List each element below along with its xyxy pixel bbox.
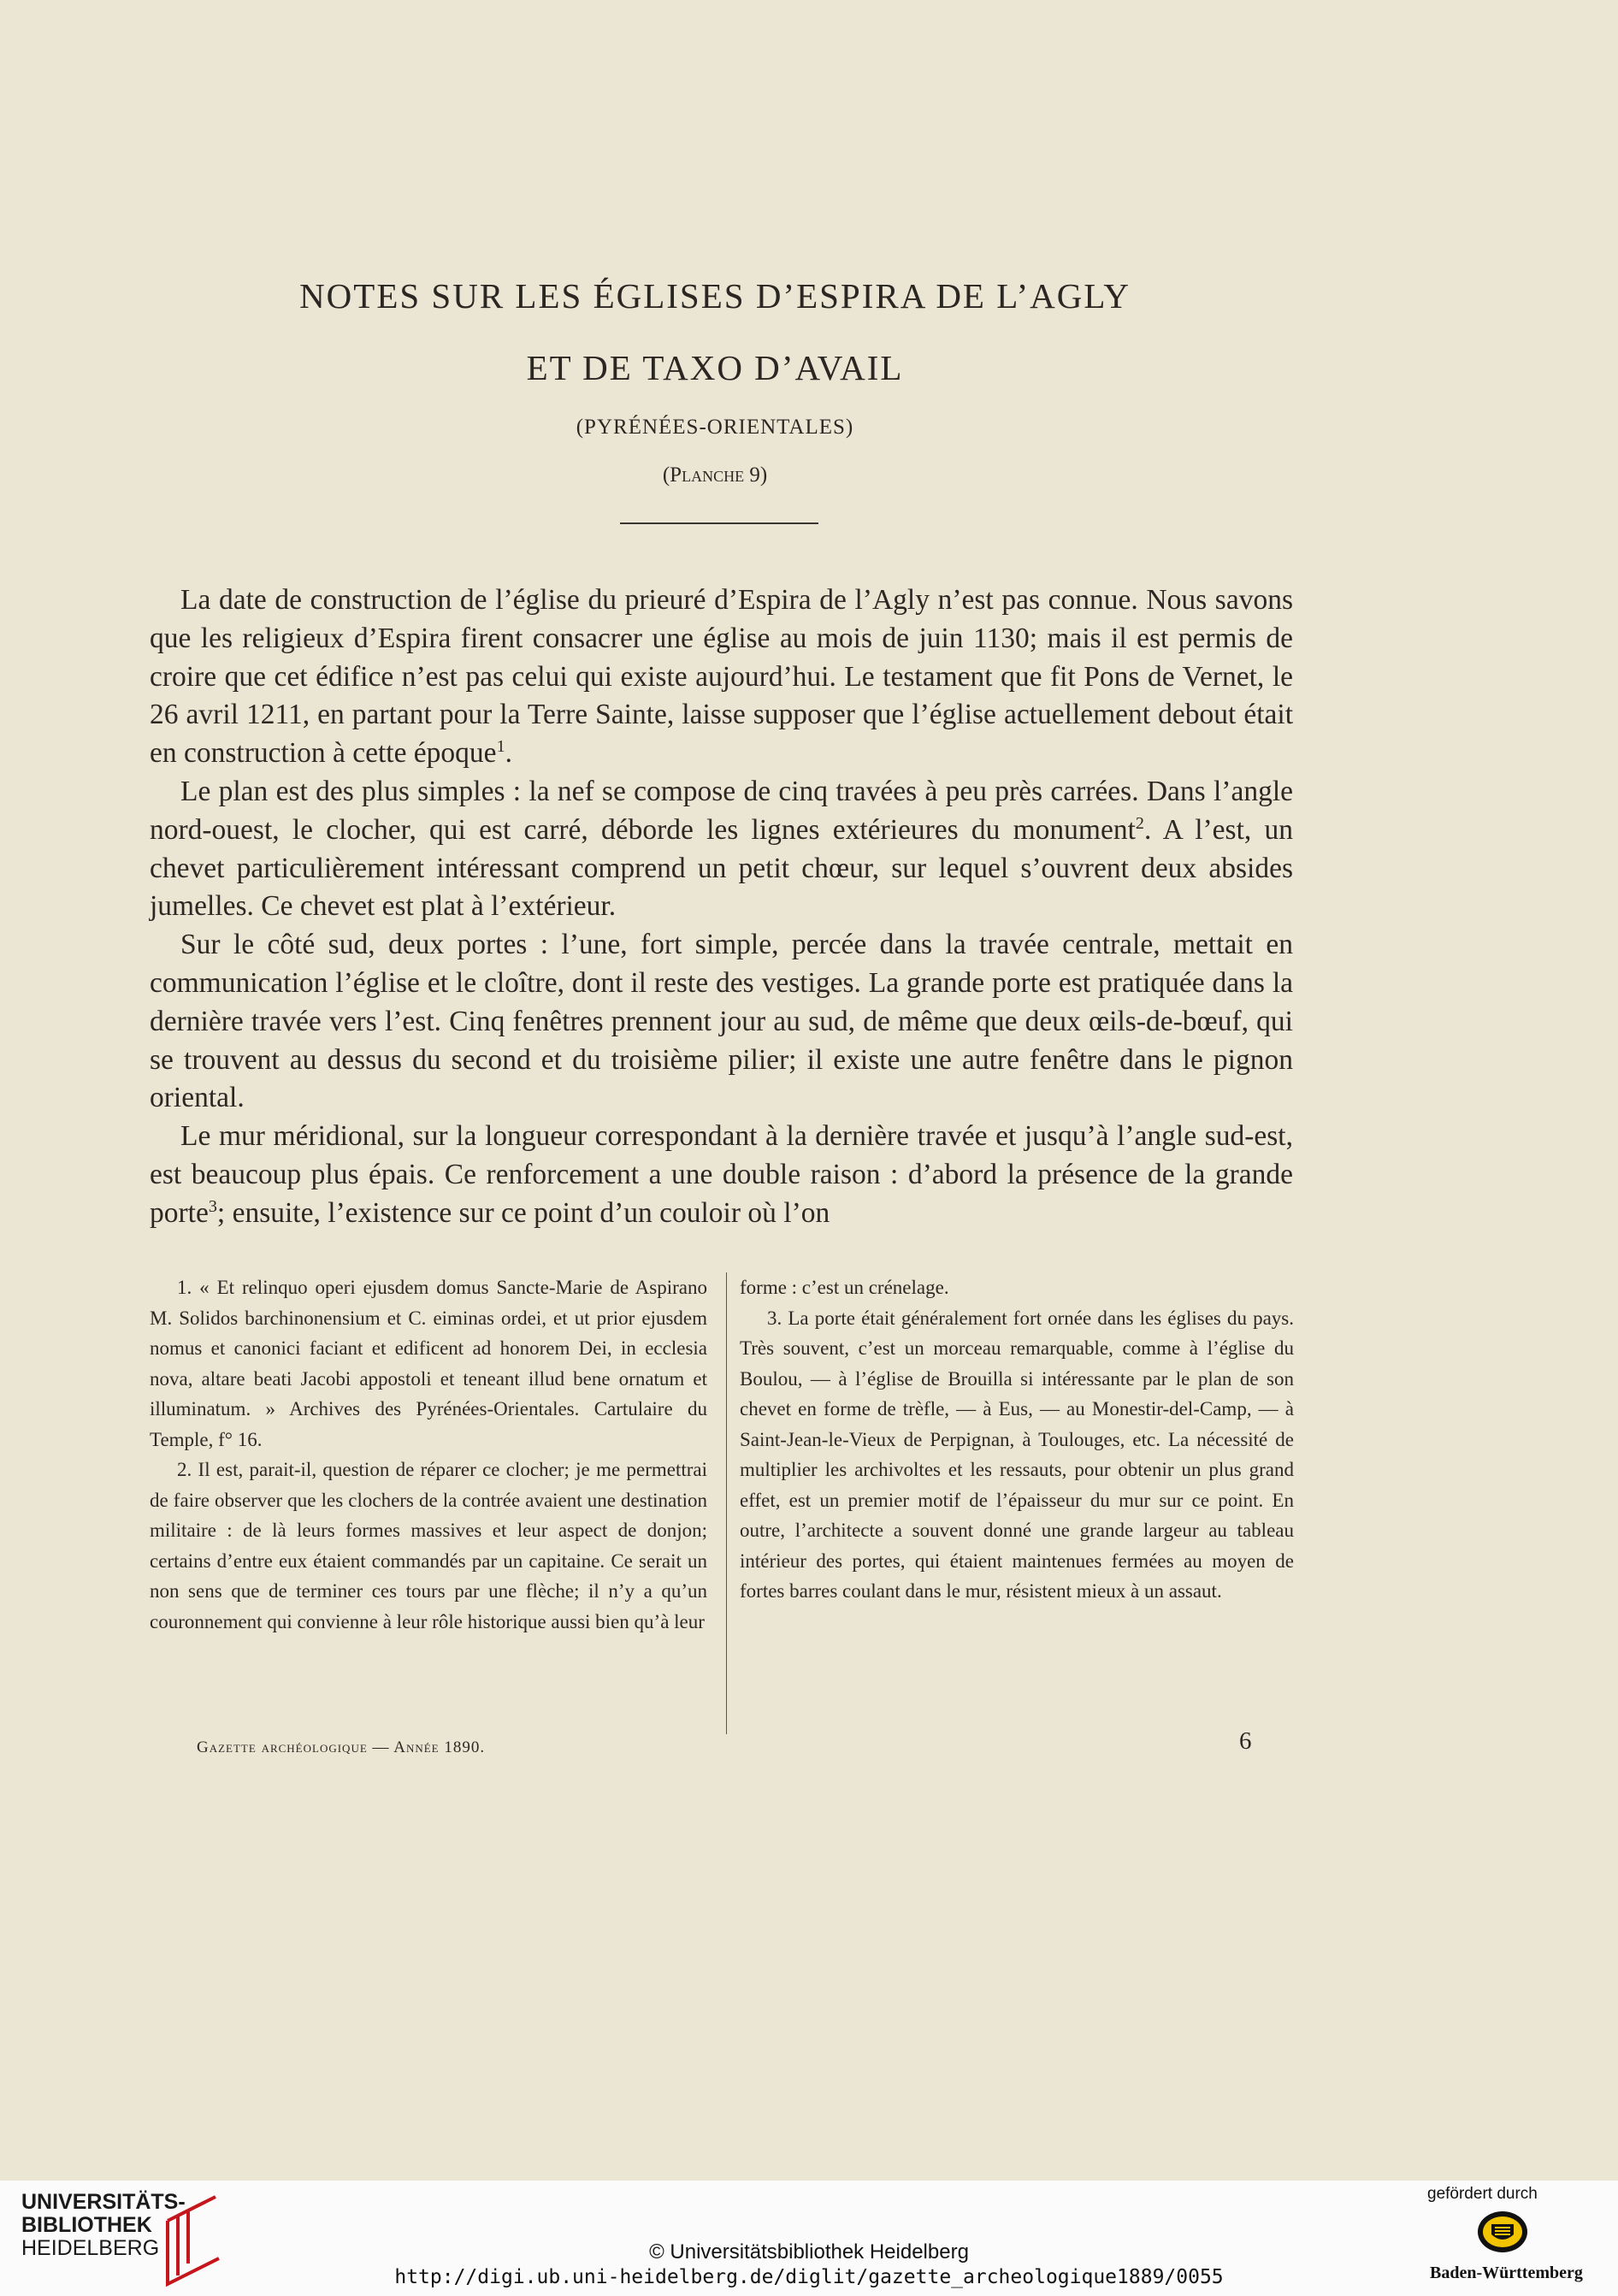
page-number: 6 (1239, 1727, 1252, 1755)
footnote-ref[interactable]: 1 (496, 737, 505, 757)
paragraph: La date de construction de l’église du prieuré d’Espira de l’Agly n’est pas connue. Nous savons que les religieux d’Espira firent consacrer une église au mois de juin 1130; mais il est permis de croire que cet édifice n’est pas celui qui existe aujourd’hui. Le testament que fit Pons de Vernet, le 26 avril 1211, en partant pour la Terre Sainte, laisse supposer que l’église actuellement debout était en construction à cette époque$^1$. (150, 584, 1293, 770)
running-footer: Gazette archéologique — Année 1890. (197, 1738, 486, 1756)
sponsor-name: Baden-Württemberg (1430, 2264, 1583, 2282)
footnote: 1. « Et relinquo operi ejusdem domus Sancte-Marie de Aspirano M. Solidos barchinonensium et C. eiminas ordei, et ut prior ejusdem nomus et canonici faciant et edificent ad honorem Dei, in ecclesia nova, altare beati Jacobi appostoli et teneant illud bene ornatum et illuminatum. » Archives des Pyrénées-Orientales. Cartulaire du Temple, f° 16. (150, 1277, 707, 1450)
baden-wuerttemberg-emblem-icon[interactable] (1476, 2209, 1529, 2255)
column-divider (726, 1272, 727, 1734)
article-body (150, 581, 1293, 1233)
footnote: forme : c’est un crénelage. (740, 1277, 949, 1298)
library-logo-line: HEIDELBERG (21, 2236, 160, 2260)
copyright-notice: © Universitätsbibliothek Heidelberg (649, 2240, 969, 2264)
permalink[interactable]: http://digi.ub.uni-heidelberg.de/diglit/gazette_archeologique1889/0055 (394, 2266, 1224, 2288)
article-subtitle: (PYRÉNÉES-ORIENTALES) (576, 416, 854, 439)
footnote: 2. Il est, parait-il, question de réparer ce clocher; je me permettrai de faire observer que les clochers de la contrée avaient une destination militaire : de là leurs formes massives et leur aspect de donjon; certains d’entre eux étaient commandés par un capitaine. Ce serait un non sens que de terminer ces tours par une flèche; il n’y a qu’un couronnement qui convienne à leur rôle historique aussi bien qu’à leur (150, 1459, 707, 1632)
footnote: 3. La porte était généralement fort ornée dans les églises du pays. Très souvent, c’est un morceau remarquable, comme à l’église du Boulou, — à l’église de Brouilla si intéressante par le plan de son chevet en forme de trèfle, — à Eus, — au Monestir-del-Camp, — à Saint-Jean-le-Vieux de Perpignan, à Toulouges, etc. La nécessité de multiplier les archivoltes et les ressauts, pour obtenir un plus grand effet, est un premier motif de l’épaisseur du mur sur ce point. En outre, l’architecte a souvent donné une grande largeur au tableau intérieur des portes, qui étaient maintenues fermées au moyen de fortes barres coulant dans le mur, résistent mieux à un assaut. (740, 1307, 1294, 1602)
paragraph: Sur le côté sud, deux portes : l’une, fort simple, percée dans la travée centrale, mettait en communication l’église et le cloître, dont il reste des vestiges. La grande porte est pratiquée dans la dernière travée vers l’est. Cinq fenêtres prennent jour au sud, de même que deux œils-de-bœuf, qui se trouvent au dessus du second et du troisième pilier; il existe une autre fenêtre dans le pignon oriental. (150, 929, 1293, 1114)
footnote-ref[interactable]: 3 (208, 1196, 217, 1216)
footnote-ref[interactable]: 2 (1135, 813, 1144, 833)
article-title-line-2: ET DE TAXO D’AVAIL (526, 348, 904, 387)
article-title-line-1: NOTES SUR LES ÉGLISES D’ESPIRA DE L’AGLY (299, 276, 1131, 316)
paragraph: Le mur méridional, sur la longueur correspondant à la dernière travée et jusqu’à l’angle sud-est, est beaucoup plus épais. Ce renforcement a une double raison : d’abord la présence de la grande porte$^3$; ensuite, l’existence sur ce point d’un couloir où l’on (150, 1120, 1293, 1229)
paragraph: Le plan est des plus simples : la nef se compose de cinq travées à peu près carrées. Dans l’angle nord-ouest, le clocher, qui est carré, déborde les lignes extérieures du monument$^2$. A l’est, un chevet particulièrement intéressant comprend un petit chœur, sur lequel s’ouvrent deux absides jumelles. Ce chevet est plat à l’extérieur. (150, 775, 1293, 923)
library-logo-line: UNIVERSITÄTS- (21, 2190, 186, 2214)
title-divider (620, 522, 818, 524)
plate-reference: (Planche 9) (662, 463, 768, 487)
sponsor-label: gefördert durch (1427, 2185, 1538, 2203)
footnotes-left-column (150, 1272, 707, 1637)
library-logo-line: BIBLIOTHEK (21, 2213, 152, 2237)
footnotes-right-column (740, 1272, 1294, 1607)
